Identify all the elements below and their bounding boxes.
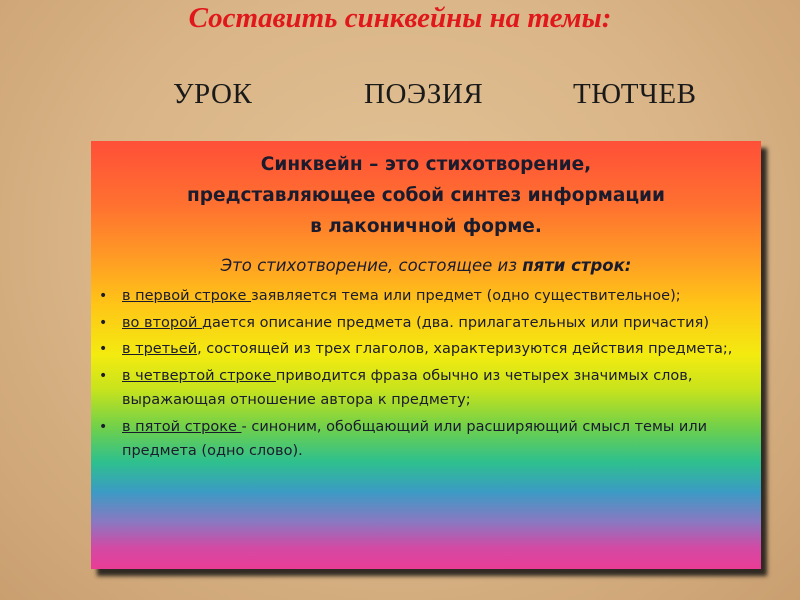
rule-line-label: во второй xyxy=(122,314,202,331)
list-item xyxy=(97,364,752,413)
bullet-icon: • xyxy=(99,288,108,304)
slide-title: Составить синквейны на темы: xyxy=(188,2,612,34)
topics-row xyxy=(0,78,800,118)
definition-line-2: представляющее собой синтез информации xyxy=(187,185,665,206)
definition-line-1 xyxy=(91,149,761,180)
rules-list xyxy=(97,284,752,466)
rule-text: дается описание предмета (два. прилагательных или причастия) xyxy=(202,314,709,331)
definition-term: Синквейн xyxy=(260,154,363,175)
definition-text xyxy=(91,149,761,242)
definition-line-1-rest: – это стихотворение, xyxy=(362,154,592,175)
intro-text: Это стихотворение, состоящее из xyxy=(220,256,523,275)
intro-emphasis: пяти строк: xyxy=(522,256,632,275)
bullet-icon: • xyxy=(99,314,108,331)
topic-poetry: ПОЭЗИЯ xyxy=(364,78,484,110)
rule-line-label: в четвертой строке xyxy=(122,367,276,384)
bullet-icon: • xyxy=(99,367,108,384)
definition-line-3: в лаконичной форме. xyxy=(310,216,542,237)
rule-text: , состоящей из трех глаголов, характеризуются действия предмета;, xyxy=(197,341,733,357)
list-item xyxy=(97,311,752,336)
definition-card xyxy=(91,141,761,569)
intro-line xyxy=(91,256,761,275)
rule-line-label: в первой строке xyxy=(122,288,251,304)
topic-tyutchev: ТЮТЧЕВ xyxy=(573,78,697,110)
rule-text: - синоним, обобщающий или расширяющий смысл темы или предмета (одно слово). xyxy=(122,418,708,459)
bullet-icon: • xyxy=(99,418,108,435)
list-item xyxy=(97,415,752,464)
rule-line-label: в пятой строке xyxy=(122,418,242,435)
list-item xyxy=(97,284,752,309)
rule-text: приводится фраза обычно из четырех значимых слов, выражающая отношение автора к предмету; xyxy=(122,367,693,408)
bullet-icon: • xyxy=(99,341,108,357)
rule-text: заявляется тема или предмет (одно существительное); xyxy=(251,288,681,304)
topic-lesson: УРОК xyxy=(173,78,253,110)
rule-line-label: в третьей xyxy=(122,341,198,357)
list-item xyxy=(97,337,752,362)
